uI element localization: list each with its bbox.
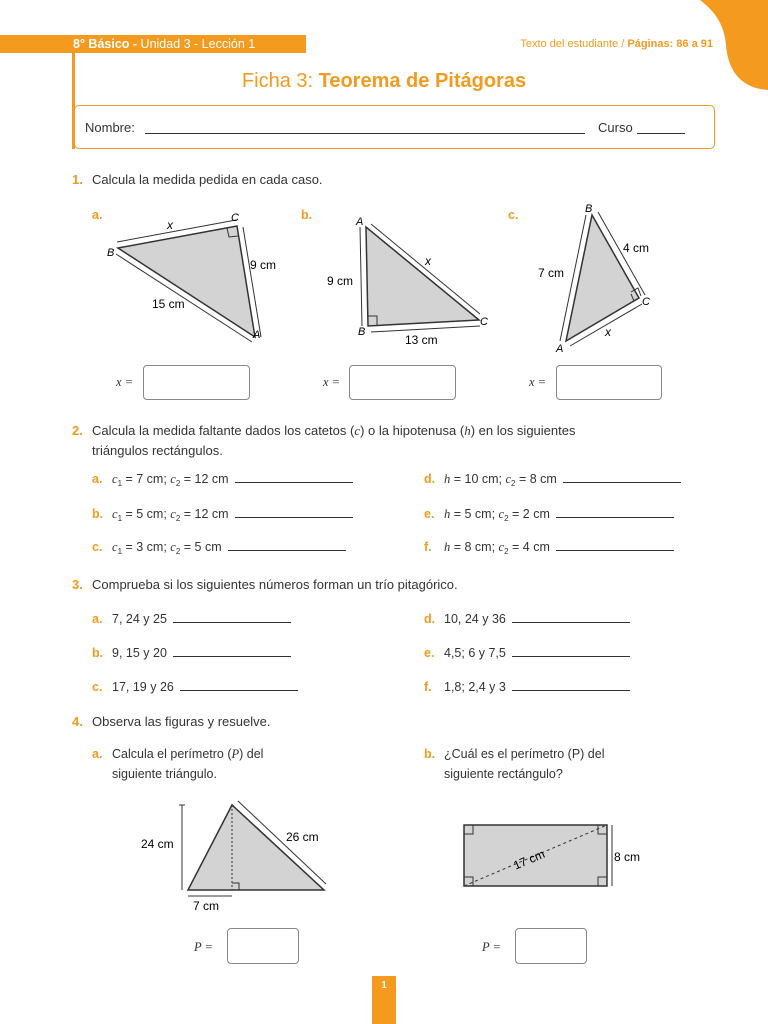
answer-line[interactable]: [512, 612, 630, 623]
question-text: Comprueba si los siguientes números forman un trío pitagórico.: [92, 577, 458, 592]
answer-line[interactable]: [173, 612, 291, 623]
answer-line[interactable]: [180, 680, 298, 691]
vertex-B: B: [107, 247, 115, 259]
question-number: 3.: [72, 577, 83, 592]
answer-label-4b: P =: [482, 940, 501, 954]
answer-label-4a: P =: [194, 940, 213, 954]
diagonal-label: 17 cm: [511, 846, 547, 873]
triangle-c: [530, 200, 670, 360]
answer-box-4a[interactable]: [227, 928, 299, 964]
side-label-9cm: 9 cm: [327, 274, 354, 288]
q4-item-a: a. Calcula el perímetro (P) del siguiente triángulo.: [92, 747, 264, 781]
name-label: Nombre:: [85, 120, 135, 135]
base-label: 7 cm: [193, 899, 220, 913]
height-label: 24 cm: [141, 837, 174, 851]
triangle-b-shape: [366, 227, 479, 326]
side-label: 8 cm: [614, 850, 641, 864]
answer-line[interactable]: [235, 472, 353, 483]
question-2: 2. Calcula la medida faltante dados los catetos (c) o la hipotenusa (h) en los siguientes triángulos rectángulos.: [72, 423, 576, 458]
vertex-C: C: [231, 212, 239, 224]
q3-item-b: b. 9, 15 y 20: [92, 646, 291, 660]
vertex-A: A: [356, 216, 364, 228]
q3-item-d: d. 10, 24 y 36: [424, 612, 630, 626]
answer-box-1a[interactable]: [143, 365, 250, 400]
course-field[interactable]: [637, 133, 685, 134]
triangle-c-shape: [566, 215, 639, 341]
side-label-15cm: 15 cm: [152, 297, 185, 311]
textbook-reference: [520, 38, 713, 50]
q2-item-c: c. $c_1 = 3$ cm; $c_2 = 5$ cm: [92, 540, 346, 556]
q2-item-a: a. $c_1 = 7$ cm; $c_2 = 12$ cm: [92, 472, 353, 488]
side-label-x: x: [167, 218, 173, 232]
question-4: [72, 714, 270, 729]
reference-pages: Páginas: 86 a 91: [627, 38, 713, 50]
answer-label-b: x =: [323, 375, 341, 389]
q1-letter-c: c.: [508, 208, 519, 222]
page-number: 1: [372, 976, 396, 1024]
q2-item-f: f. h = 8 cm; $c_2 = 4$ cm: [424, 540, 674, 556]
vertex-C: C: [480, 316, 488, 328]
answer-box-1c[interactable]: [556, 365, 662, 400]
question-1: [72, 172, 323, 187]
answer-box-4b[interactable]: [515, 928, 587, 964]
reference-prefix: Texto del estudiante /: [520, 38, 628, 50]
vertex-A: A: [556, 343, 564, 355]
course-label: Curso: [598, 120, 633, 135]
vertex-B: B: [358, 326, 366, 338]
q2-item-d: d. h = 10 cm; $c_2 = 8$ cm: [424, 472, 681, 488]
answer-line[interactable]: [512, 646, 630, 657]
question-number: 2.: [72, 423, 83, 438]
q1-letter-b: b.: [301, 208, 313, 222]
q1-letter-a: a.: [92, 208, 103, 222]
question-3: [72, 577, 458, 592]
rectangle-4b: [455, 815, 655, 895]
triangle-b: [320, 210, 500, 350]
answer-line[interactable]: [235, 507, 353, 518]
q3-item-e: e. 4,5; 6 y 7,5: [424, 646, 630, 660]
vertex-A: A: [253, 329, 261, 341]
side-label-4cm: 4 cm: [623, 241, 650, 255]
hypotenuse-label: 26 cm: [286, 830, 319, 844]
page-title: [0, 70, 768, 93]
answer-box-1b[interactable]: [349, 365, 456, 400]
vertex-B: B: [585, 203, 593, 215]
side-label-13cm: 13 cm: [405, 333, 438, 347]
answer-line[interactable]: [556, 507, 674, 518]
answer-line[interactable]: [556, 540, 674, 551]
question-text: Observa las figuras y resuelve.: [92, 714, 271, 729]
triangle-4a: [130, 795, 340, 920]
side-label-x: x: [605, 325, 611, 339]
triangle-a: [100, 205, 290, 345]
vertex-C: C: [642, 296, 650, 308]
q2-item-e: e. h = 5 cm; $c_2 = 2$ cm: [424, 507, 674, 523]
header-bar: [0, 35, 306, 53]
side-label-7cm: 7 cm: [538, 266, 565, 280]
unit-label: Unidad 3 - Lección 1: [137, 37, 256, 51]
question-number: 1.: [72, 172, 83, 187]
answer-line[interactable]: [228, 540, 346, 551]
title-main: Teorema de Pitágoras: [318, 70, 527, 92]
triangle-a-shape: [118, 226, 255, 337]
title-prefix: Ficha 3:: [241, 70, 319, 92]
answer-label-a: x =: [116, 375, 134, 389]
answer-line[interactable]: [563, 472, 681, 483]
answer-line[interactable]: [173, 646, 291, 657]
side-label-9cm: 9 cm: [250, 258, 277, 272]
answer-line[interactable]: [512, 680, 630, 691]
q3-item-a: a. 7, 24 y 25: [92, 612, 291, 626]
answer-label-c: x =: [529, 375, 547, 389]
question-text: Calcula la medida pedida en cada caso.: [92, 172, 323, 187]
question-number: 4.: [72, 714, 83, 729]
side-label-x: x: [425, 254, 431, 268]
grade-label: 8° Básico -: [73, 37, 138, 51]
q3-item-f: f. 1,8; 2,4 y 3: [424, 680, 630, 694]
q2-item-b: b. $c_1 = 5$ cm; $c_2 = 12$ cm: [92, 507, 353, 523]
q3-item-c: c. 17, 19 y 26: [92, 680, 298, 694]
name-field[interactable]: [145, 133, 585, 134]
q4-item-b: b. ¿Cuál es el perímetro (P) del siguiente rectángulo?: [424, 747, 605, 781]
